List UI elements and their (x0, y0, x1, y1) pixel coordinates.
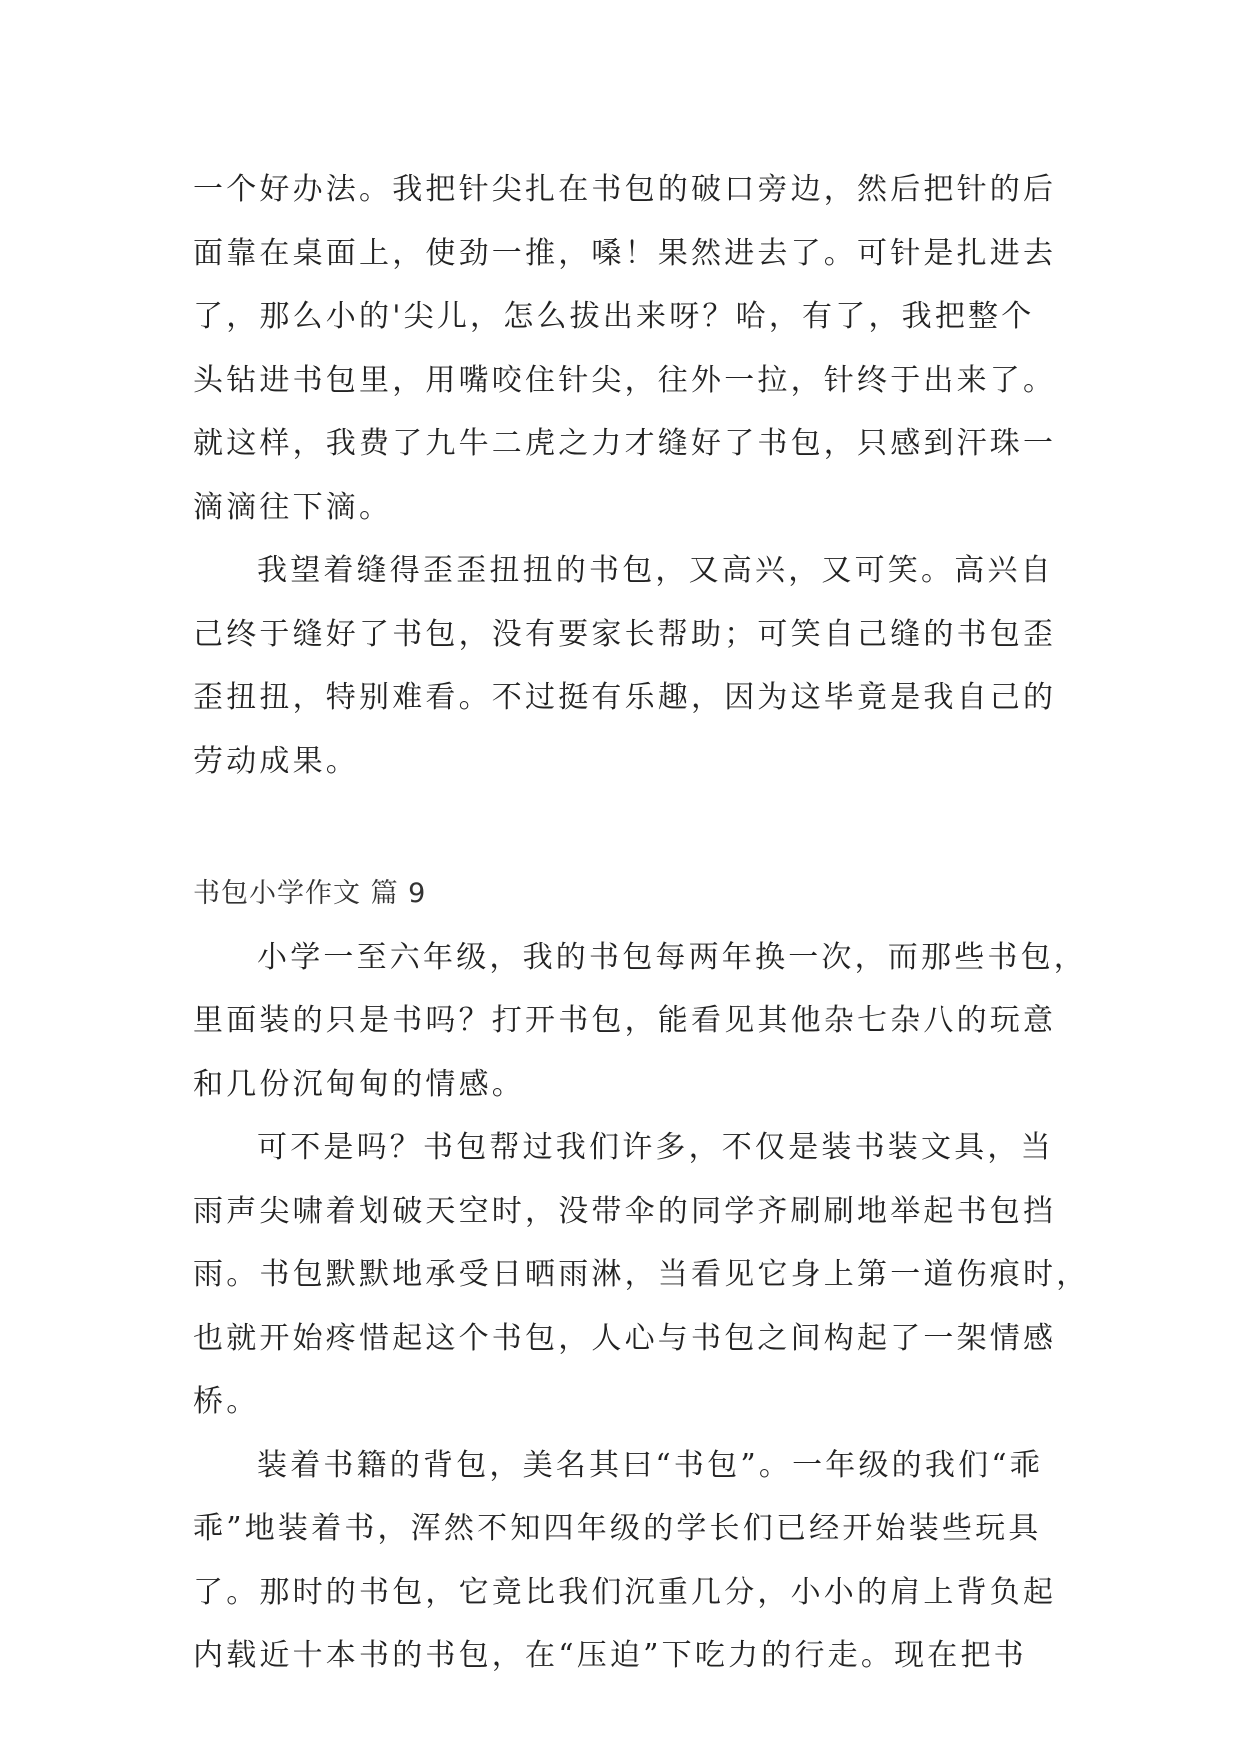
paragraph (193, 1116, 1090, 1434)
essay-text (193, 158, 1090, 1688)
text-line: 了。那时的书包，它竟比我们沉重几分，小小的肩上背负起 (193, 1574, 1057, 1610)
text-line: 己终于缝好了书包，没有要家长帮助；可笑自己缝的书包歪 (193, 616, 1057, 652)
section-heading: 书包小学作文 篇 9 (193, 878, 427, 909)
text-line: 乖”地装着书，浑然不知四年级的学长们已经开始装些玩具 (193, 1511, 1042, 1546)
text-line: 劳动成果。 (193, 743, 359, 779)
text-line: 滴滴往下滴。 (193, 489, 393, 525)
text-line: 就这样，我费了九牛二虎之力才缝好了书包，只感到汗珠一 (193, 426, 1057, 461)
text-line: 我望着缝得歪歪扭扭的书包，又高兴，又可笑。高兴自 (257, 553, 1054, 588)
text-line: 和几份沉甸甸的情感。 (193, 1066, 525, 1102)
text-line: 也就开始疼惜起这个书包，人心与书包之间构起了一架情感 (193, 1320, 1057, 1356)
text-line: 雨。书包默默地承受日晒雨淋，当看见它身上第一道伤痕时， (193, 1257, 1090, 1292)
paragraph (193, 1434, 1073, 1688)
text-line: 雨声尖啸着划破天空时，没带伞的同学齐刷刷地举起书包挡 (193, 1193, 1057, 1229)
text-line: 内载近十本书的书包，在“压迫”下吃力的行走。现在把书 (193, 1638, 1027, 1673)
paragraph (193, 539, 1073, 793)
text-line: 了，那么小的'尖儿，怎么拔出来呀？哈，有了，我把整个 (193, 299, 1035, 334)
paragraph (193, 926, 1087, 1117)
text-line: 歪扭扭，特别难看。不过挺有乐趣，因为这毕竟是我自己的 (193, 680, 1057, 715)
text-line: 一个好办法。我把针尖扎在书包的破口旁边，然后把针的后 (193, 172, 1057, 207)
text-line: 装着书籍的背包，美名其曰“书包”。一年级的我们“乖 (257, 1447, 1044, 1483)
section-spacer (193, 793, 1073, 862)
text-line: 里面装的只是书吗？打开书包，能看见其他杂七杂八的玩意 (193, 1003, 1057, 1038)
text-line: 小学一至六年级，我的书包每两年换一次，而那些书包， (257, 939, 1087, 975)
paragraph (193, 158, 1073, 539)
text-line: 可不是吗？书包帮过我们许多，不仅是装书装文具，当 (257, 1130, 1054, 1165)
text-line: 面靠在桌面上，使劲一推，嗓！果然进去了。可针是扎进去 (193, 235, 1057, 271)
text-line: 桥。 (193, 1384, 260, 1419)
text-line: 头钻进书包里，用嘴咬住针尖，往外一拉，针终于出来了。 (193, 362, 1057, 398)
